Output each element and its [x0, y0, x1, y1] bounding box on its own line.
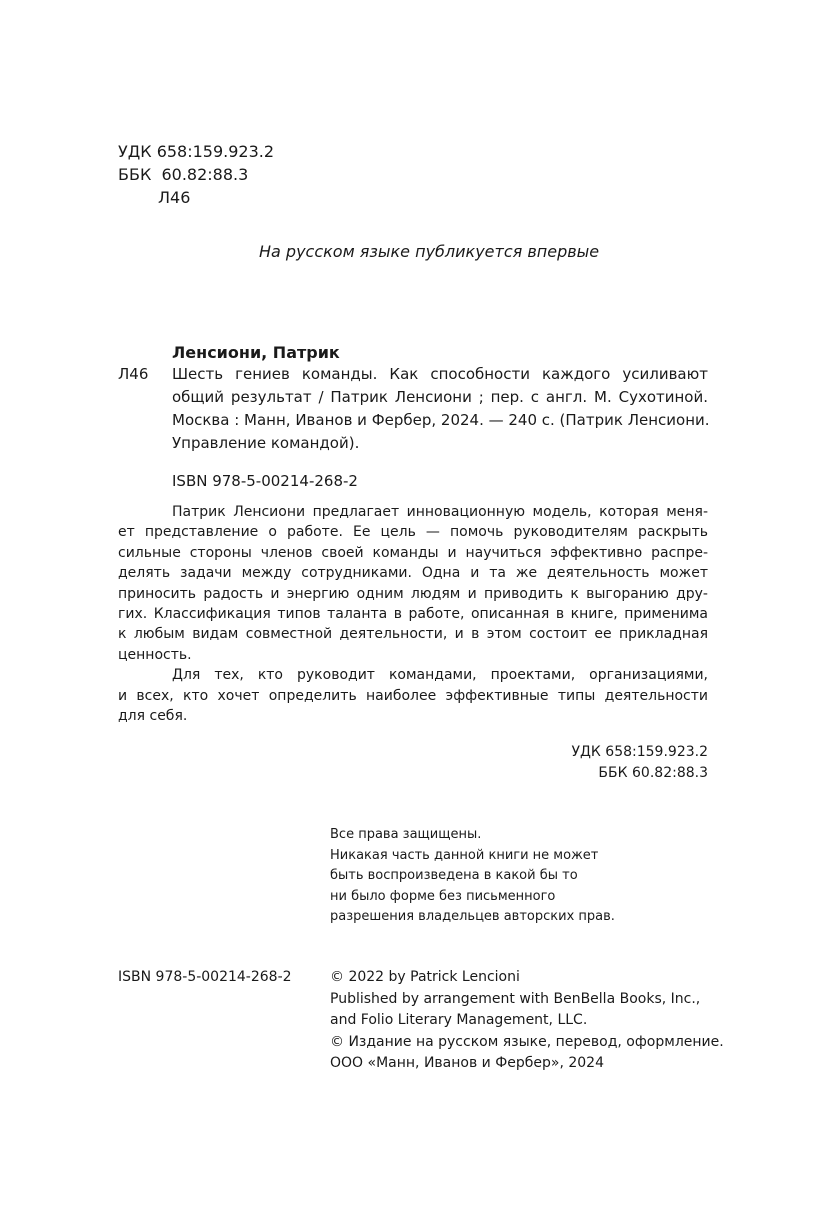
annotation-line: делять задачи между сотрудниками. Одна и та же деятельность может [118, 565, 708, 582]
annotation-line: Патрик Ленсиони предлагает инновационную модель, которая меня- [172, 504, 708, 520]
rights-notice [330, 825, 615, 928]
annotation-line: гих. Классификация типов таланта в работе, описанная в книге, применима [118, 605, 708, 622]
rights-line: Никакая часть данной книги не может [330, 847, 599, 863]
classification-right [400, 742, 708, 784]
rights-line: разрешения владельцев авторских прав. [330, 909, 615, 924]
catalog-author-mark: Л46 [118, 365, 149, 383]
copyright-block [330, 967, 724, 1075]
rights-line: быть воспроизведена в какой бы то [330, 868, 578, 883]
catalog-description-line: общий результат / Патрик Ленсиони ; пер. с англ. М. Сухотиной. [172, 388, 708, 406]
header-udk: УДК 658:159.923.2 [118, 142, 275, 161]
rights-line: Все права защищены. [330, 827, 482, 842]
annotation-line: ет представление о работе. Ее цель — помочь руководителям раскрыть [118, 524, 708, 541]
copyright-line: Published by arrangement with BenBella Books, Inc., [330, 990, 701, 1007]
footer-isbn: ISBN 978-5-00214-268-2 [118, 969, 292, 985]
first-publication-note: На русском языке публикуется впервые [259, 242, 600, 261]
copyright-line: © Издание на русском языке, перевод, оформление. [330, 1033, 724, 1050]
catalog-description-line: Москва : Манн, Иванов и Фербер, 2024. — 240 с. (Патрик Ленсиони. [172, 411, 710, 429]
annotation-line: ценность. [118, 646, 192, 663]
header-bbk: ББК 60.82:88.3 [118, 165, 249, 184]
header-author-mark: Л46 [158, 188, 191, 207]
annotation-line: сильные стороны членов своей команды и научиться эффективно распре- [118, 544, 708, 561]
copyright-line: ООО «Манн, Иванов и Фербер», 2024 [330, 1055, 604, 1071]
catalog-isbn: ISBN 978-5-00214-268-2 [172, 472, 358, 490]
annotation-line: и всех, кто хочет определить наиболее эффективные типы деятельности [118, 687, 708, 704]
copyright-line: and Folio Literary Management, LLC. [330, 1012, 588, 1028]
annotation-line: для себя. [118, 707, 188, 724]
copyright-line: © 2022 by Patrick Lencioni [330, 969, 520, 985]
catalog-description-line: Управление командой). [172, 434, 360, 452]
annotation-line: Для тех, кто руководит командами, проектами, организациями, [172, 667, 708, 684]
classification-udk: УДК 658:159.923.2 [571, 744, 708, 760]
catalog-author: Ленсиони, Патрик [172, 343, 340, 362]
annotation [118, 502, 708, 726]
catalog-description-line: Шесть гениев команды. Как способности каждого усиливают [172, 365, 708, 383]
annotation-line: приносить радость и энергию одним людям и приводить к выгоранию дру- [118, 585, 708, 602]
rights-line: ни было форме без письменного [330, 888, 556, 904]
catalog-description [172, 363, 708, 455]
classification-bbk: ББК 60.82:88.3 [598, 765, 708, 781]
annotation-line: к любым видам совместной деятельности, и в этом состоит ее прикладная [118, 626, 708, 643]
